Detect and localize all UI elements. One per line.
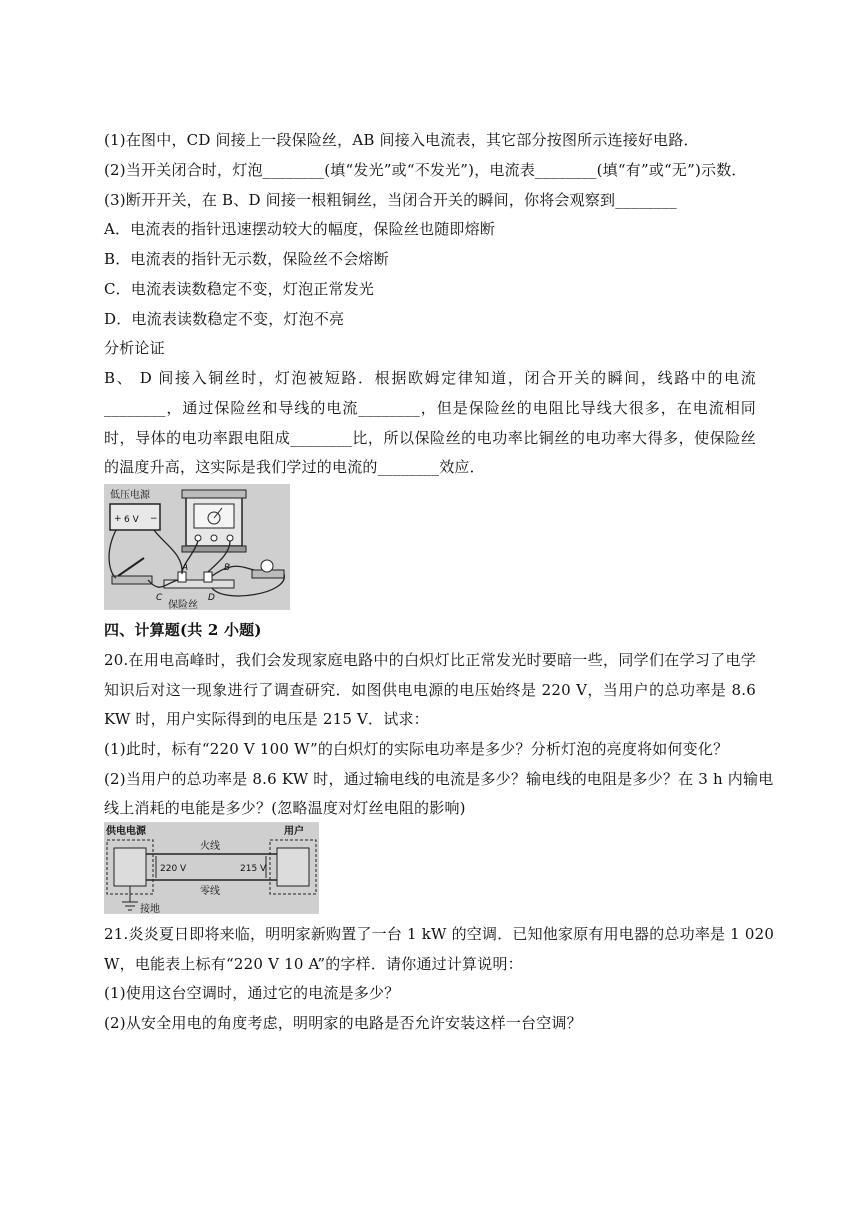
neutral-wire-label: 零线 [200,886,220,897]
point-c-label: C [156,593,163,603]
plus-sign: + [114,514,122,524]
ground-label: 接地 [140,904,160,914]
q19-option-d: D．电流表读数稳定不变，灯泡不亮 [104,310,345,328]
power-line-diagram [104,822,319,914]
q19-analysis-line: ________，通过保险丝和导线的电流________，但是保险丝的电阻比导线大很多，在电流相同 [104,399,756,417]
point-a-label: A [182,563,189,573]
user-voltage-label: 215 V [240,864,267,874]
q20-power-line-figure [104,822,319,914]
q19-analysis-line: 时，导体的电功率跟电阻成________比，所以保险丝的电功率比铜丝的电功率大得多，使保险丝 [104,429,756,447]
q20-text-line: 知识后对这一现象进行了调查研究．如图供电电源的电压始终是 220 V，当用户的总功率是 8.6 [104,681,756,699]
point-b-label: B [224,563,231,573]
q20-sub-2-line: 线上消耗的电能是多少？(忽略温度对灯丝电阻的影响) [104,799,466,817]
fuse-label: 保险丝 [168,600,198,610]
q19-option-a: A．电流表的指针迅速摆动较大的幅度，保险丝也随即熔断 [104,220,496,238]
power-source-label: 供电电源 [106,826,146,837]
q19-circuit-figure [104,484,290,610]
voltage-label: 6 V [124,515,139,525]
q19-step-2: (2)当开关闭合时，灯泡________(填“发光”或“不发光”)，电流表________(填“有”或“无”)示数． [104,161,747,179]
q19-option-c: C．电流表读数稳定不变，灯泡正常发光 [104,280,375,298]
q20-text-line: KW 时，用户实际得到的电压是 215 V．试求： [104,710,429,728]
q19-step-1: (1)在图中，CD 间接上一段保险丝，AB 间接入电流表，其它部分按图所示连接好电路． [104,131,699,149]
q21-sub-2: (2)从安全用电的角度考虑，明明家的电路是否允许安装这样一台空调？ [104,1014,582,1032]
circuit-diagram [104,484,290,610]
q21-sub-1: (1)使用这台空调时，通过它的电流是多少？ [104,984,400,1002]
q19-step-3: (3)断开开关，在 B、D 间接一根粗铜丝，当闭合开关的瞬间，你将会观察到________ [104,191,677,209]
q19-option-b: B．电流表的指针无示数，保险丝不会熔断 [104,250,389,268]
q20-text-line: 20.在用电高峰时，我们会发现家庭电路中的白炽灯比正常发光时要暗一些，同学们在学习了电学 [104,651,756,669]
q20-sub-1: (1)此时，标有“220 V 100 W”的白炽灯的实际电功率是多少？分析灯泡的亮度将如何变化？ [104,740,729,758]
point-d-label: D [208,593,215,603]
q19-analysis-line: B、 D 间接入铜丝时，灯泡被短路．根据欧姆定律知道，闭合开关的瞬间，线路中的电流 [104,369,756,387]
user-label: 用户 [284,826,304,837]
q20-sub-2-line: (2)当用户的总功率是 8.6 KW 时，通过输电线的电流是多少？输电线的电阻是多少？在 3 h 内输电 [104,770,774,788]
section-heading: 四、计算题(共 2 小题) [104,621,262,639]
source-voltage-label: 220 V [160,864,187,874]
live-wire-label: 火线 [200,841,220,852]
q19-analysis-line: 的温度升高，这实际是我们学过的电流的________效应． [104,458,485,476]
q19-analysis-heading: 分析论证 [104,339,165,357]
minus-sign: − [150,514,158,524]
q21-text-line: 21.炎炎夏日即将来临，明明家新购置了一台 1 kW 的空调．已知他家原有用电器的总功率是 1 020 [104,925,775,943]
low-voltage-source-label: 低压电源 [110,490,150,501]
q21-text-line: W，电能表上标有“220 V 10 A”的字样．请你通过计算说明： [104,955,523,973]
